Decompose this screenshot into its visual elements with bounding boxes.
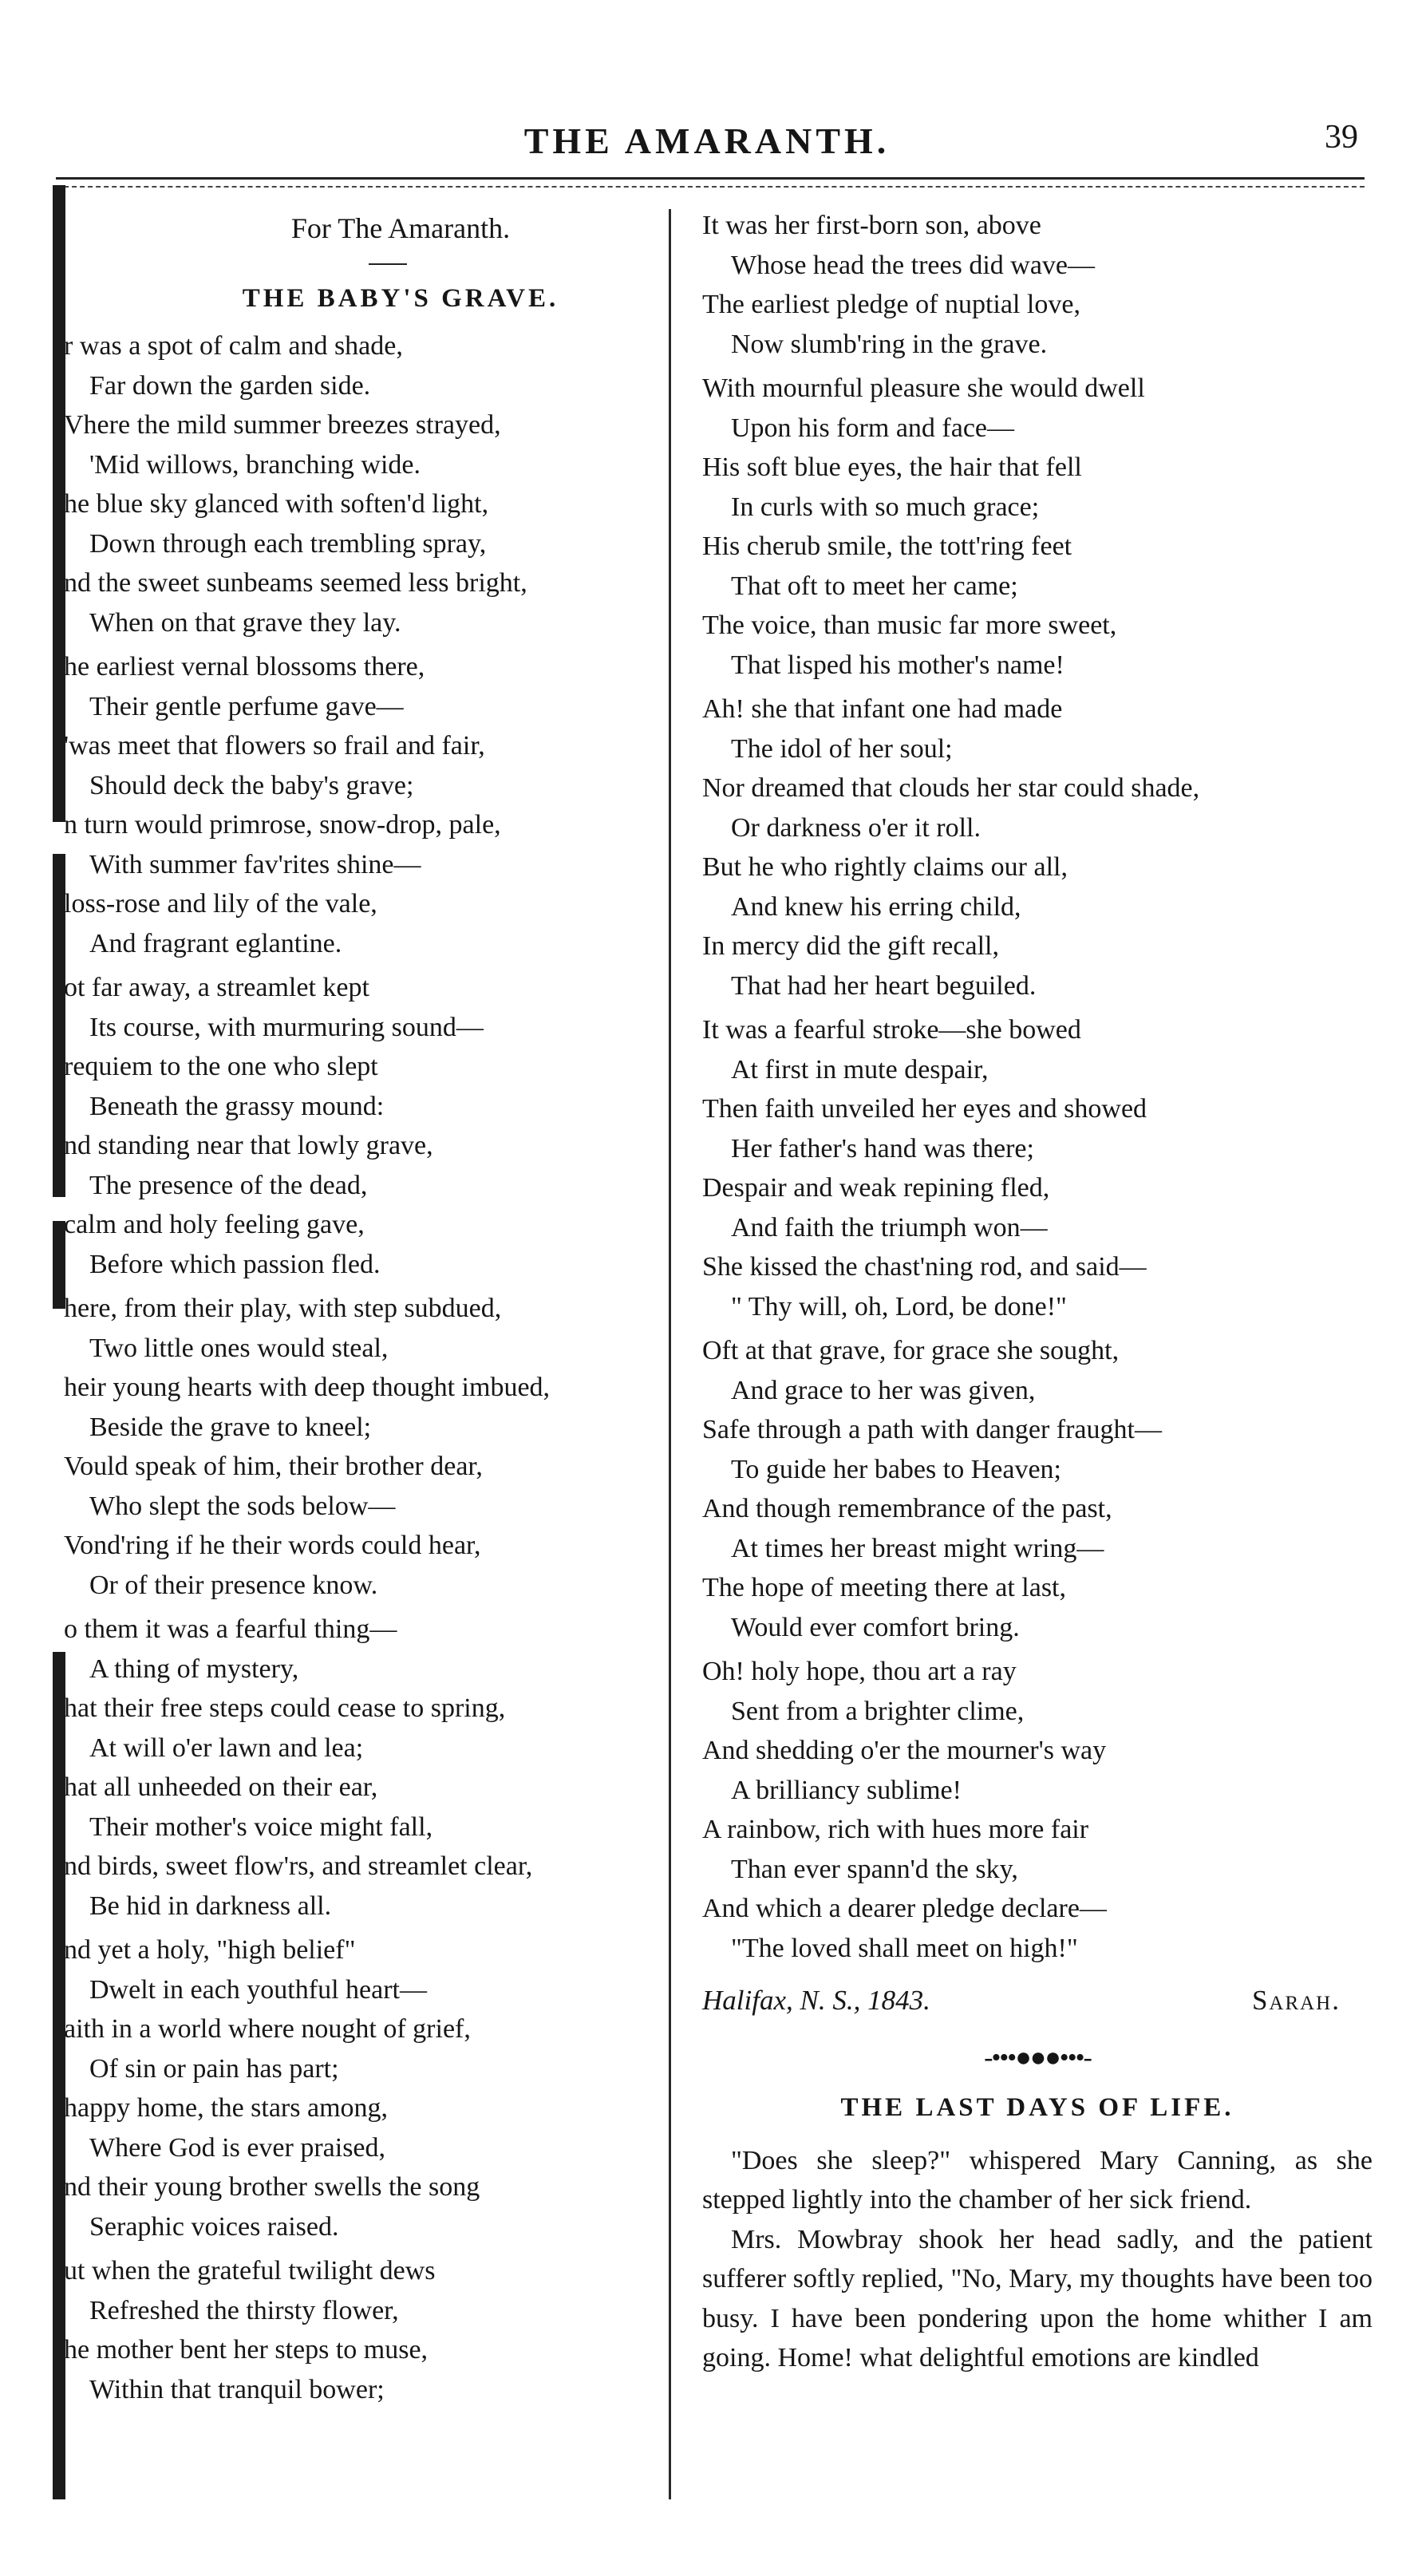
poem-line: The hope of meeting there at last, — [702, 1573, 1066, 1602]
poem-line: To guide her babes to Heaven; — [731, 1454, 1061, 1484]
poem-line: That lisped his mother's name! — [731, 650, 1064, 680]
poem-line: 'Mid willows, branching wide. — [89, 449, 421, 480]
poem-line: Should deck the baby's grave; — [89, 770, 414, 800]
poem-line: Their gentle perfume gave— — [89, 691, 404, 721]
poem-line: Down through each trembling spray, — [89, 528, 487, 559]
poem-line: The presence of the dead, — [89, 1170, 368, 1200]
poem-line: n turn would primrose, snow-drop, pale, — [64, 810, 501, 840]
poem-line: r was a spot of calm and shade, — [64, 331, 403, 361]
poem-line: And shedding o'er the mourner's way — [702, 1736, 1107, 1765]
poem-line: nd birds, sweet flow'rs, and streamlet clear, — [64, 1851, 533, 1881]
poem-line: Of sin or pain has part; — [89, 2053, 339, 2084]
poem-line: That had her heart beguiled. — [731, 970, 1037, 1001]
poem-line: That oft to meet her came; — [731, 571, 1018, 601]
poem-line: requiem to the one who slept — [64, 1052, 378, 1081]
poem-line: Upon his form and face— — [731, 413, 1015, 443]
poem-line: he earliest vernal blossoms there, — [64, 652, 425, 682]
poem-line: Sent from a brighter clime, — [731, 1696, 1025, 1726]
poem-line: he mother bent her steps to muse, — [64, 2335, 429, 2365]
poem-signature — [702, 1981, 1373, 2021]
poem-line: Vhere the mild summer breezes strayed, — [64, 410, 501, 440]
poem-line: And fragrant eglantine. — [89, 928, 342, 958]
stanza — [57, 326, 664, 642]
stanza — [702, 206, 1373, 364]
poem-line: Her father's hand was there; — [731, 1133, 1034, 1164]
poem-line: he blue sky glanced with soften'd light, — [64, 489, 489, 519]
poem-line: here, from their play, with step subdued, — [64, 1294, 502, 1323]
poem-line: Vould speak of him, their brother dear, — [64, 1452, 483, 1481]
poem-source: For The Amaranth. — [290, 212, 511, 244]
poem-line: And grace to her was given, — [731, 1375, 1036, 1405]
poem-line: Beside the grave to kneel; — [89, 1412, 372, 1442]
running-title: THE AMARANTH. — [523, 121, 891, 161]
poem-line: Or of their presence know. — [89, 1570, 378, 1600]
poem-line: Where God is ever praised, — [89, 2132, 386, 2163]
poem-line: His cherub smile, the tott'ring feet — [702, 531, 1072, 561]
poem-line: And though remembrance of the past, — [702, 1494, 1112, 1523]
left-column — [57, 209, 664, 2414]
stanza — [702, 1331, 1373, 1647]
poem-line: Despair and weak repining fled, — [702, 1173, 1050, 1203]
stanza — [57, 1610, 664, 1926]
title-rule — [369, 263, 407, 265]
poem-line: In curls with so much grace; — [731, 492, 1040, 522]
poem-line: Would ever comfort bring. — [731, 1612, 1020, 1642]
poem-line: In mercy did the gift recall, — [702, 931, 999, 961]
poem-line: loss-rose and lily of the vale, — [64, 889, 377, 919]
column-divider — [669, 209, 671, 2499]
poem-line: Vond'ring if he their words could hear, — [64, 1531, 481, 1560]
signature-place: Halifax, N. S., 1843. — [702, 1985, 930, 2016]
poem-line: "The loved shall meet on high!" — [731, 1933, 1078, 1963]
poem-line: nd their young brother swells the song — [64, 2172, 480, 2202]
poem-line: o them it was a fearful thing— — [64, 1614, 397, 1644]
poem-line: Before which passion fled. — [89, 1249, 381, 1279]
poem-line: nd the sweet sunbeams seemed less bright, — [64, 568, 527, 598]
poem-line: The earliest pledge of nuptial love, — [702, 290, 1080, 319]
stanza — [57, 1930, 664, 2246]
poem-line: Oh! holy hope, thou art a ray — [702, 1657, 1017, 1686]
poem-line: Who slept the sods below— — [89, 1491, 396, 1521]
story-paragraph: Mrs. Mowbray shook her head sadly, and the patient sufferer softly replied, "No, Mary, my thoughts have been too busy. I have been pondering upon the home whither I am going. Home! what delightful emotions are kindled — [702, 2224, 1373, 2373]
poem-line: And knew his erring child, — [731, 891, 1021, 922]
ornament-divider: -•••●●●•••- — [984, 2042, 1091, 2072]
poem-line: When on that grave they lay. — [89, 607, 401, 638]
poem-line: nd yet a holy, "high belief" — [64, 1935, 356, 1965]
poem-line: His soft blue eyes, the hair that fell — [702, 452, 1082, 482]
poem-line: ot far away, a streamlet kept — [64, 973, 369, 1002]
poem-line: A thing of mystery, — [89, 1653, 299, 1684]
poem-line: Dwelt in each youthful heart— — [89, 1974, 427, 2005]
poem-line: At will o'er lawn and lea; — [89, 1732, 364, 1763]
poem-line: Beneath the grassy mound: — [89, 1091, 385, 1121]
poem-line: And which a dearer pledge declare— — [702, 1894, 1107, 1923]
poem-line: Ah! she that infant one had made — [702, 694, 1063, 724]
poem-line: ut when the grateful twilight dews — [64, 2256, 436, 2286]
poem-line: At first in mute despair, — [731, 1054, 989, 1085]
poem-title: THE BABY'S GRAVE. — [242, 283, 559, 313]
stanza — [57, 647, 664, 963]
signature-name: Sarah. — [1251, 1985, 1341, 2016]
poem-line: calm and holy feeling gave, — [64, 1210, 365, 1239]
story-title: THE LAST DAYS OF LIFE. — [840, 2093, 1234, 2122]
stanza — [57, 968, 664, 1284]
poem-line: And faith the triumph won— — [731, 1212, 1048, 1243]
poem-line: Nor dreamed that clouds her star could shade, — [702, 773, 1200, 803]
stanza — [57, 1289, 664, 1605]
poem-line: Seraphic voices raised. — [89, 2211, 339, 2242]
poem-line: Far down the garden side. — [89, 370, 371, 401]
poem-line: Two little ones would steal, — [89, 1333, 389, 1363]
poem-line: Than ever spann'd the sky, — [731, 1854, 1018, 1884]
poem-line: " Thy will, oh, Lord, be done!" — [731, 1291, 1067, 1322]
poem-line: Whose head the trees did wave— — [731, 250, 1095, 280]
poem-line: But he who rightly claims our all, — [702, 852, 1068, 882]
stanza — [702, 1652, 1373, 1968]
poem-line: Their mother's voice might fall, — [89, 1811, 433, 1842]
poem-line: Safe through a path with danger fraught— — [702, 1415, 1162, 1444]
poem-line: Now slumb'ring in the grave. — [731, 329, 1048, 359]
poem-line: happy home, the stars among, — [64, 2093, 389, 2123]
stanza — [702, 689, 1373, 1006]
poem-line: It was a fearful stroke—she bowed — [702, 1015, 1081, 1045]
poem-line: Or darkness o'er it roll. — [731, 812, 981, 843]
story-paragraph: "Does she sleep?" whispered Mary Canning, as she stepped lightly into the chamber of her sick friend. — [702, 2145, 1373, 2214]
poem-line: Oft at that grave, for grace she sought, — [702, 1336, 1120, 1365]
poem-line: Then faith unveiled her eyes and showed — [702, 1094, 1147, 1124]
poem-line: With summer fav'rites shine— — [89, 849, 421, 879]
poem-line: A brilliancy sublime! — [731, 1775, 962, 1805]
poem-line: nd standing near that lowly grave, — [64, 1131, 433, 1160]
poem-line: hat all unheeded on their ear, — [64, 1772, 378, 1802]
right-column — [702, 206, 1373, 2378]
poem-line: Be hid in darkness all. — [89, 1891, 332, 1921]
poem-line: Refreshed the thirsty flower, — [89, 2295, 399, 2325]
poem-line: Within that tranquil bower; — [89, 2374, 385, 2404]
poem-body — [57, 326, 664, 2409]
poem-line: At times her breast might wring— — [731, 1533, 1104, 1563]
poem-line: heir young hearts with deep thought imbued, — [64, 1373, 551, 1402]
poem-body-continued — [702, 206, 1373, 1968]
poem-line: aith in a world where nought of grief, — [64, 2014, 471, 2044]
poem-line: A rainbow, rich with hues more fair — [702, 1815, 1089, 1844]
stanza — [702, 1010, 1373, 1326]
poem-line: Its course, with murmuring sound— — [89, 1012, 484, 1042]
poem-line: With mournful pleasure she would dwell — [702, 373, 1145, 403]
poem-line: 'was meet that flowers so frail and fair, — [64, 731, 485, 761]
stanza — [57, 2251, 664, 2409]
poem-line: The idol of her soul; — [731, 733, 953, 764]
poem-line: hat their free steps could cease to spring, — [64, 1693, 506, 1723]
header-rule — [56, 177, 1365, 188]
stanza — [702, 369, 1373, 685]
poem-line: It was her first-born son, above — [702, 211, 1041, 240]
poem-line: She kissed the chast'ning rod, and said— — [702, 1252, 1147, 1282]
page-number: 39 — [1325, 119, 1358, 156]
poem-line: The voice, than music far more sweet, — [702, 610, 1117, 640]
